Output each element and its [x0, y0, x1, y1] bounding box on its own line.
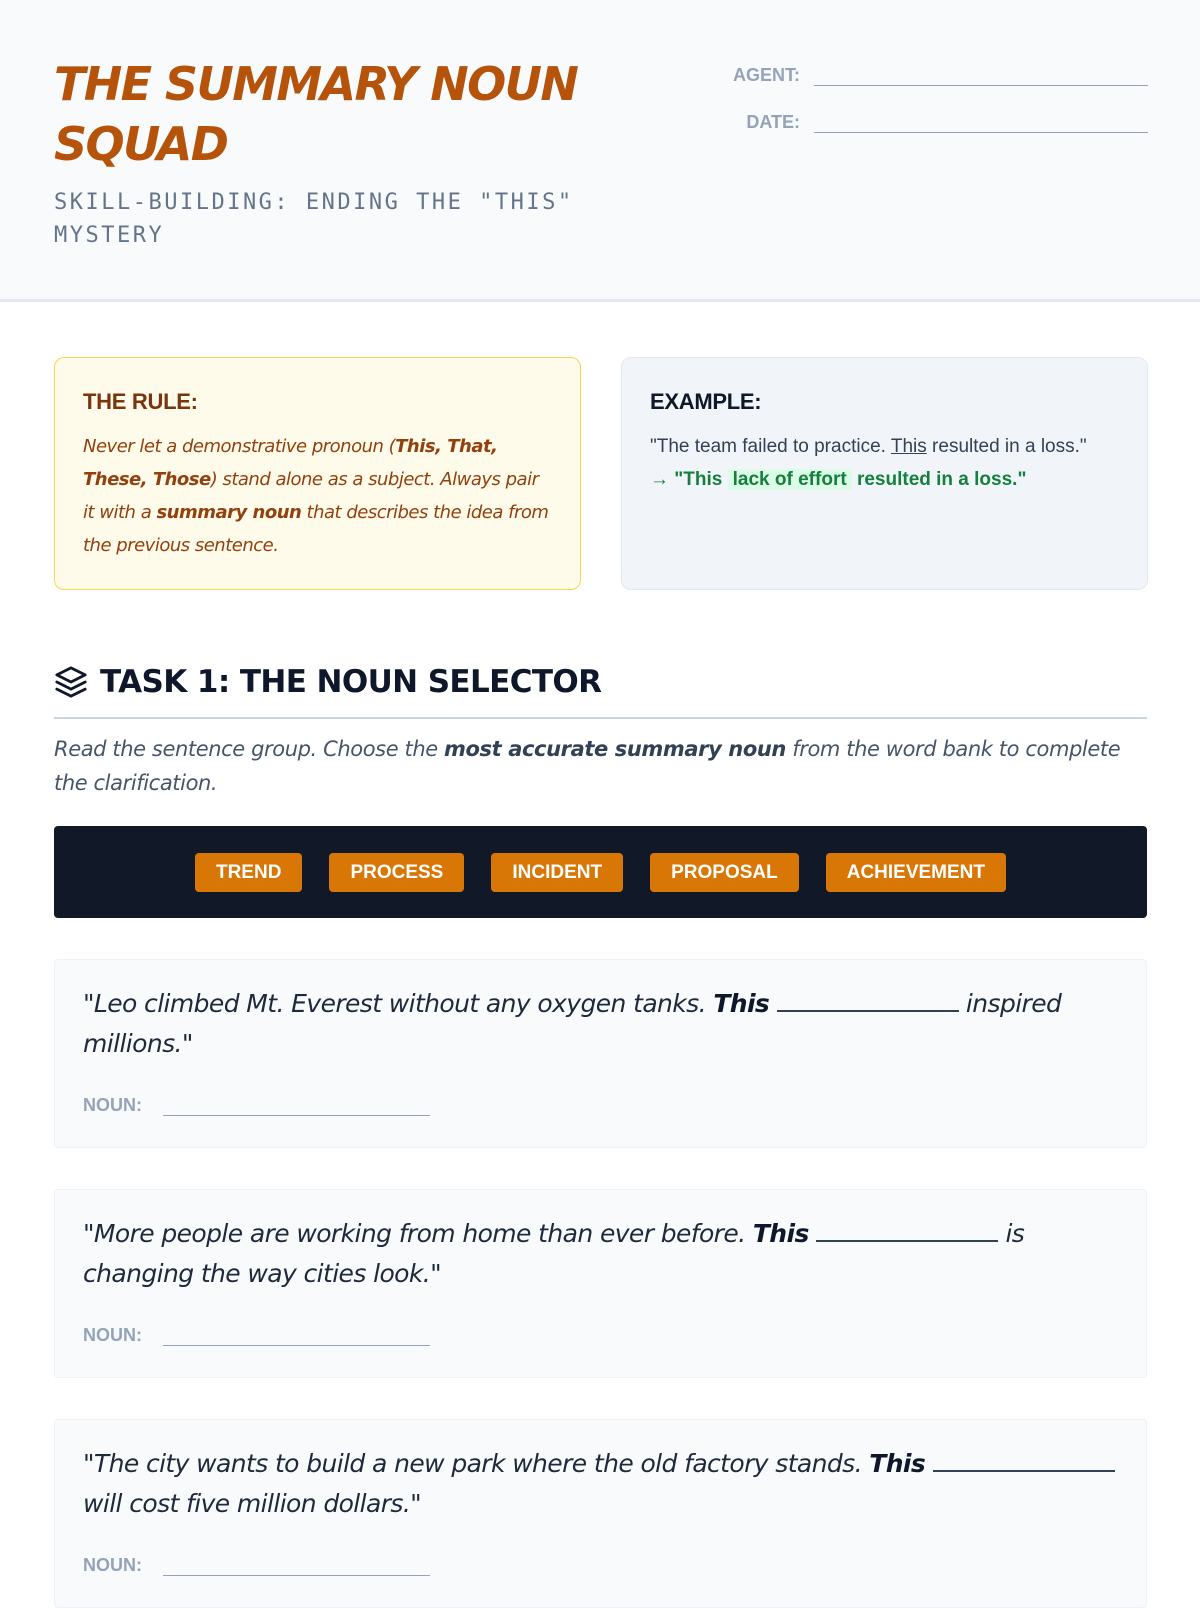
noun-answer-row — [83, 1088, 1118, 1116]
rule-key-term: summary noun — [156, 502, 302, 523]
rule-pronouns: This, That, These, Those — [83, 436, 498, 490]
meta-fields — [700, 56, 1148, 150]
example-title: EXAMPLE: — [650, 389, 762, 414]
sentence-part: inspired millions." — [83, 989, 1062, 1058]
example-underlined-this: This — [890, 436, 927, 457]
instructions-emphasis: most accurate summary noun — [444, 737, 786, 761]
worksheet-header — [0, 0, 1200, 302]
question-sentence — [83, 1214, 1118, 1294]
word-bank — [54, 826, 1147, 918]
word-chip-trend[interactable]: TREND — [195, 853, 302, 892]
page-title: THE SUMMARY NOUN SQUAD — [54, 57, 578, 171]
sentence-part: is changing the way cities look." — [83, 1219, 1025, 1288]
agent-field[interactable] — [814, 56, 1148, 86]
agent-label: AGENT: — [733, 65, 800, 85]
task-section-header — [54, 662, 1147, 800]
layers-icon — [54, 665, 88, 699]
noun-answer-field[interactable] — [163, 1548, 430, 1576]
sentence-part: "More people are working from home than ever before. — [83, 1219, 753, 1248]
instructions-part: Read the sentence group. Choose the — [54, 737, 445, 761]
noun-answer-field[interactable] — [163, 1088, 430, 1116]
word-chip-proposal[interactable]: PROPOSAL — [650, 853, 799, 892]
example-before-part: resulted in a loss." — [926, 436, 1087, 457]
question-card — [54, 1189, 1147, 1378]
info-boxes — [54, 357, 1147, 590]
page-subtitle: SKILL-BUILDING: ENDING THE "THIS" MYSTERY — [54, 190, 574, 248]
example-box — [621, 357, 1148, 590]
pronoun-this: This — [752, 1219, 809, 1248]
sentence-part: will cost five million dollars." — [83, 1489, 422, 1518]
example-after-part: resulted in a loss." — [851, 469, 1027, 490]
instructions-part: from the word bank to complete the clarification. — [54, 737, 1121, 795]
question-sentence — [83, 1444, 1118, 1524]
example-before — [650, 430, 1119, 463]
noun-label: NOUN: — [83, 1325, 142, 1345]
date-row — [700, 103, 1148, 133]
date-field[interactable] — [814, 103, 1148, 133]
rule-title: THE RULE: — [83, 389, 198, 414]
rule-text-part: ) stand alone as a subject. Always pair it with a — [83, 469, 539, 523]
rule-text — [83, 430, 552, 562]
arrow-icon: → — [650, 469, 675, 490]
example-before-part: "The team failed to practice. — [650, 436, 891, 457]
divider — [54, 717, 1147, 719]
date-label: DATE: — [746, 112, 800, 132]
sentence-part: "Leo climbed Mt. Everest without any oxygen tanks. — [83, 989, 714, 1018]
noun-answer-row — [83, 1548, 1118, 1576]
example-after — [650, 463, 1119, 496]
task-title: TASK 1: THE NOUN SELECTOR — [100, 664, 602, 700]
task-instructions — [54, 732, 1147, 800]
task-title-row — [54, 662, 1147, 702]
question-card — [54, 959, 1147, 1148]
question-sentence — [83, 984, 1118, 1064]
word-chip-process[interactable]: PROCESS — [329, 853, 464, 892]
pronoun-this: This — [869, 1449, 926, 1478]
word-chip-incident[interactable]: INCIDENT — [491, 853, 623, 892]
example-after-part: "This — [674, 469, 728, 490]
noun-label: NOUN: — [83, 1095, 142, 1115]
noun-answer-row — [83, 1318, 1118, 1346]
pronoun-this: This — [713, 989, 770, 1018]
noun-label: NOUN: — [83, 1555, 142, 1575]
noun-answer-field[interactable] — [163, 1318, 430, 1346]
word-chip-achievement[interactable]: ACHIEVEMENT — [826, 853, 1006, 892]
rule-box — [54, 357, 581, 590]
question-card — [54, 1419, 1147, 1608]
sentence-blank — [933, 1446, 1115, 1472]
sentence-part: "The city wants to build a new park where the old factory stands. — [83, 1449, 870, 1478]
rule-text-part: that describes the idea from the previous sentence. — [83, 502, 549, 556]
sentence-blank — [816, 1216, 998, 1242]
sentence-blank — [777, 986, 959, 1012]
example-highlight-noun: lack of effort — [728, 469, 852, 490]
rule-text-part: Never let a demonstrative pronoun ( — [83, 436, 396, 457]
agent-row — [700, 56, 1148, 86]
